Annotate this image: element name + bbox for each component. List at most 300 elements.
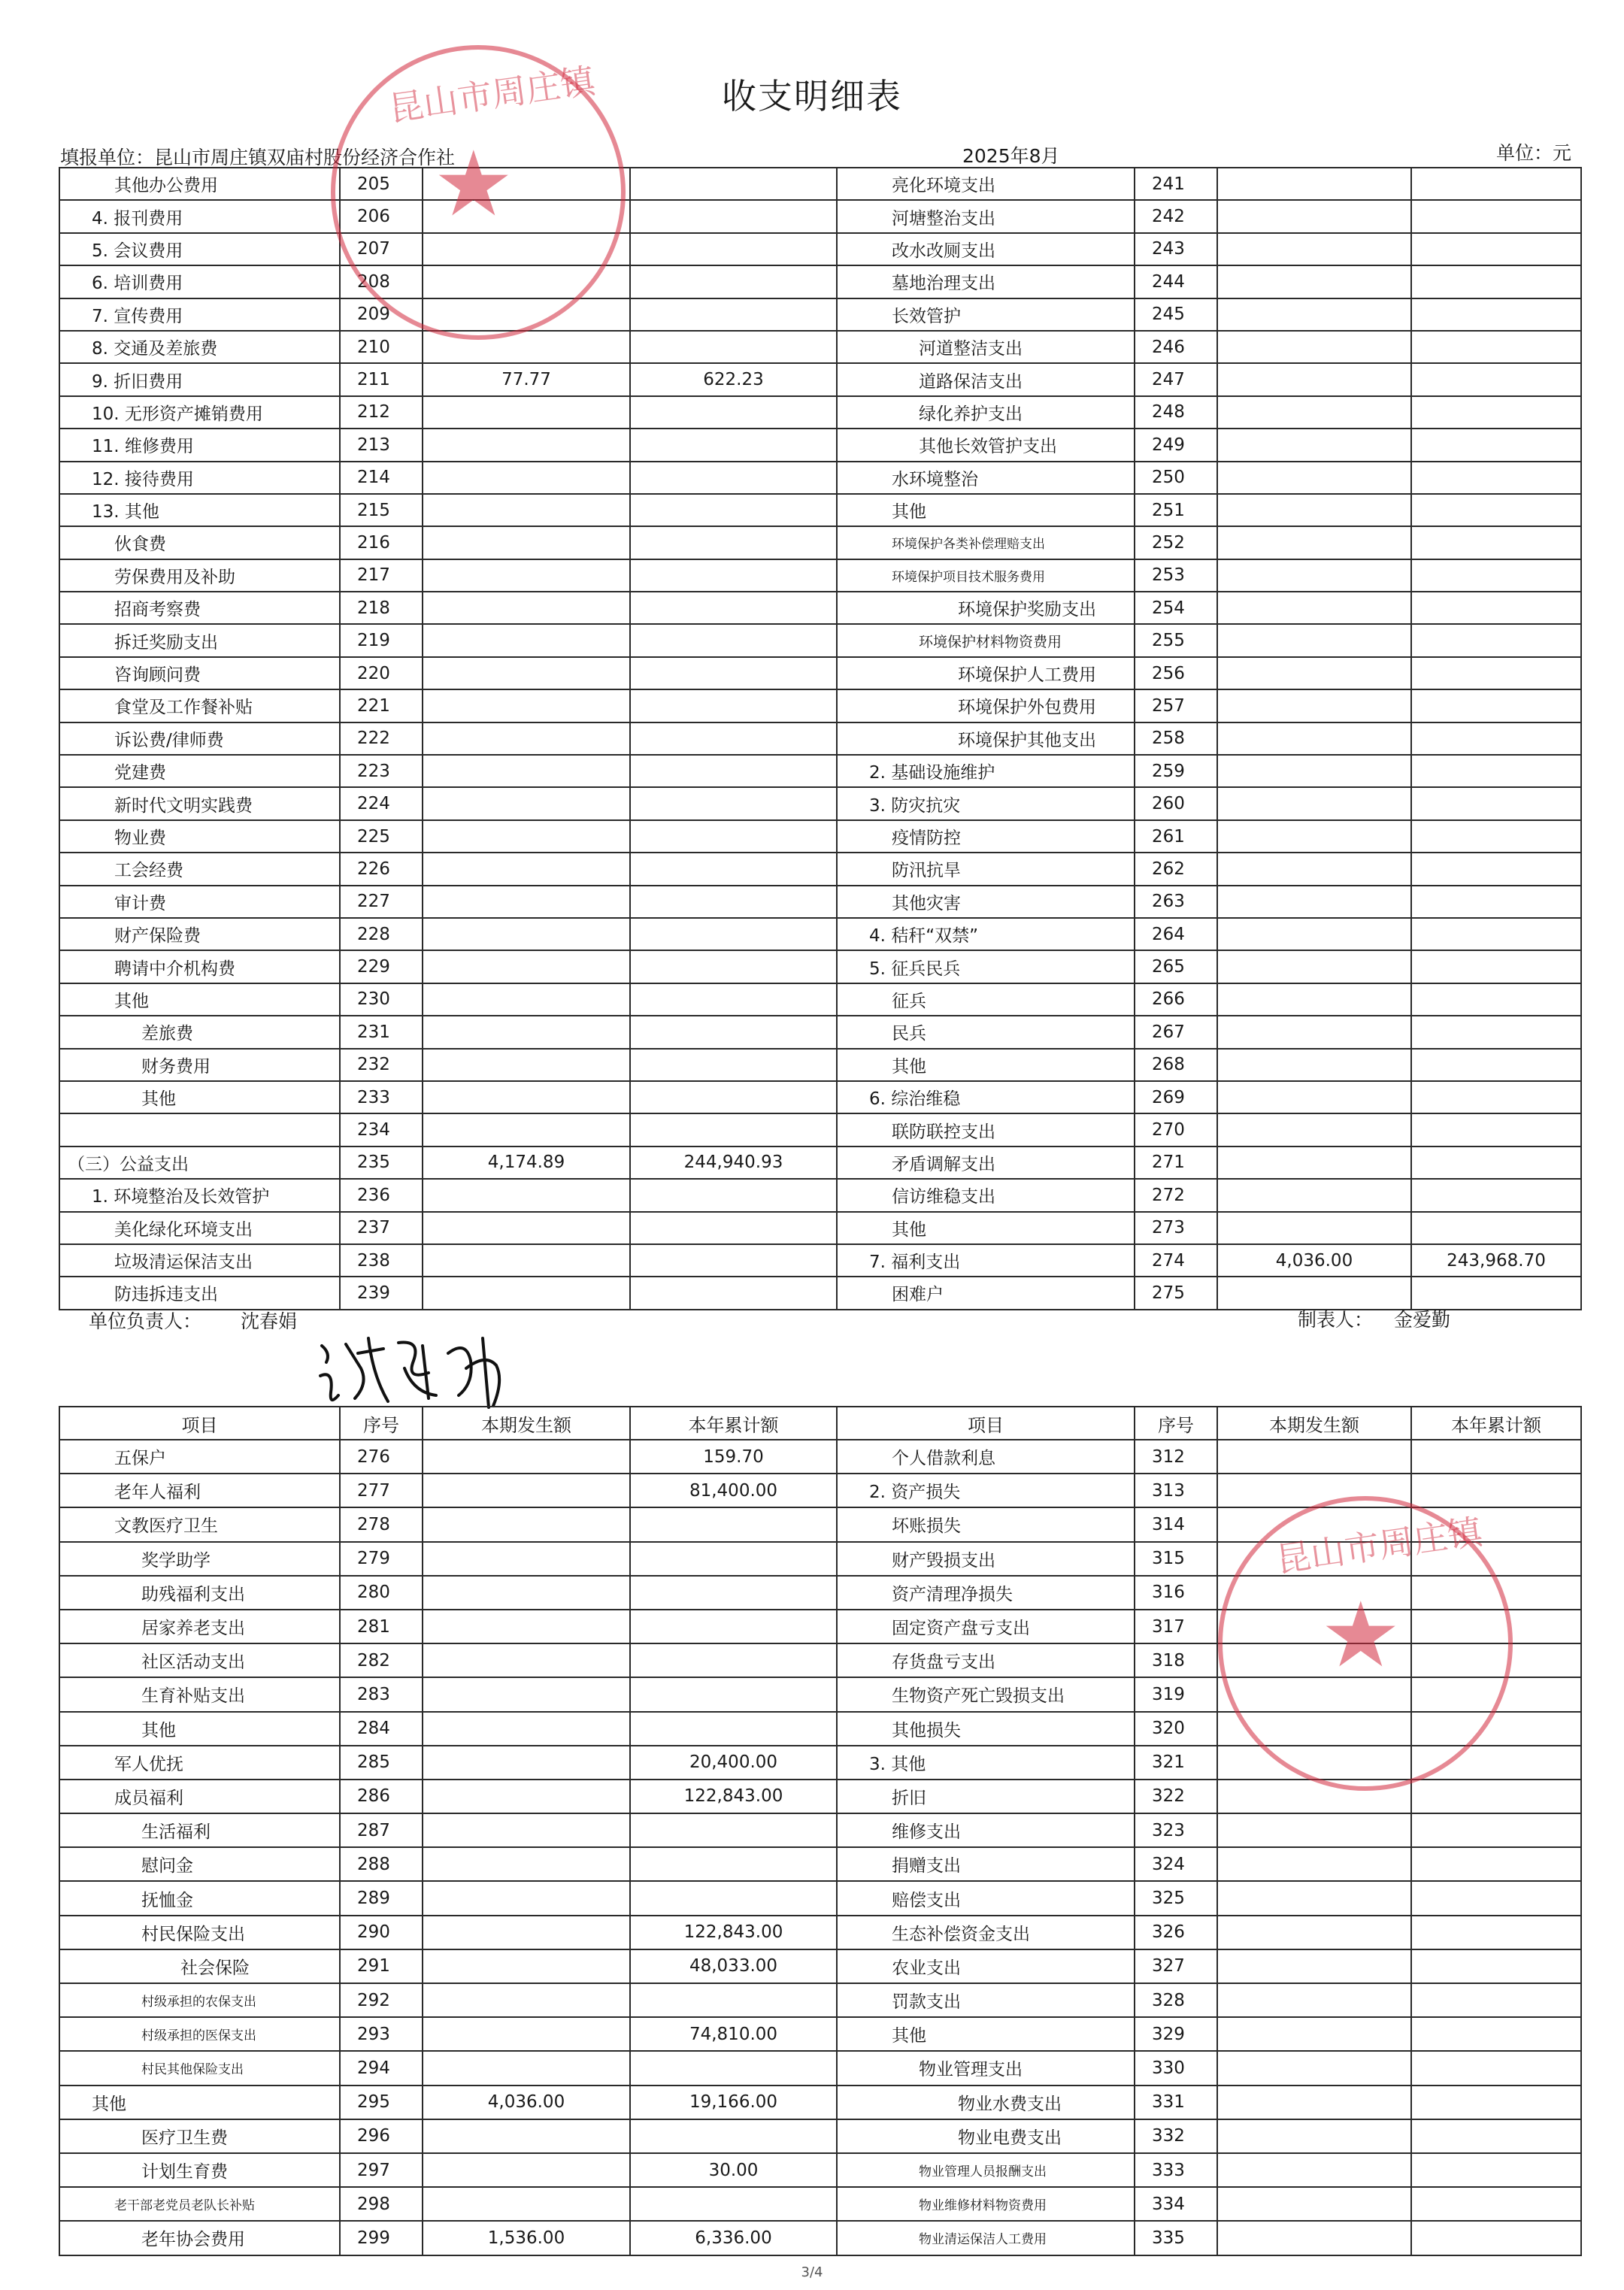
- item-number: 252: [1135, 526, 1217, 559]
- current-amount: [1217, 1113, 1411, 1146]
- item-name: 财务费用: [59, 1049, 340, 1081]
- item-number: 235: [340, 1147, 423, 1179]
- item-number: 282: [340, 1643, 423, 1677]
- item-number: 326: [1135, 1916, 1217, 1949]
- item-name: 河道整洁支出: [837, 331, 1135, 363]
- item-name: 计划生育费: [59, 2153, 340, 2187]
- current-amount: [423, 1507, 630, 1541]
- current-amount: [423, 886, 630, 918]
- item-name: 生活福利: [59, 1813, 340, 1847]
- item-number: 276: [340, 1440, 423, 1474]
- item-number: 225: [340, 820, 423, 853]
- item-name: 物业费: [59, 820, 340, 853]
- item-number: 212: [340, 396, 423, 429]
- ytd-amount: [630, 1643, 837, 1677]
- table-row: [59, 168, 1581, 200]
- item-number: 335: [1135, 2221, 1217, 2255]
- ytd-amount: [630, 298, 837, 331]
- ytd-amount: [1411, 1016, 1581, 1048]
- table-header-row: [59, 1407, 1581, 1440]
- table-row: [59, 233, 1581, 265]
- ytd-amount: [630, 592, 837, 624]
- item-name: 赔偿支出: [837, 1881, 1135, 1915]
- current-amount: [1217, 526, 1411, 559]
- ytd-amount: [630, 1542, 837, 1576]
- current-amount: [423, 462, 630, 494]
- item-name: 个人借款利息: [837, 1440, 1135, 1474]
- item-name: 3. 防灾抗灾: [837, 787, 1135, 819]
- current-amount: [1217, 363, 1411, 395]
- ytd-amount: [1411, 559, 1581, 592]
- ytd-amount: [1411, 592, 1581, 624]
- official-seal-bottom: [1218, 1496, 1513, 1791]
- item-name: 物业管理人员报酬支出: [837, 2153, 1135, 2187]
- item-number: 325: [1135, 1881, 1217, 1915]
- item-name: 五保户: [59, 1440, 340, 1474]
- item-number: 258: [1135, 722, 1217, 755]
- item-name: 审计费: [59, 886, 340, 918]
- ytd-amount: 159.70: [630, 1440, 837, 1474]
- item-number: 268: [1135, 1049, 1217, 1081]
- item-name: 7. 福利支出: [837, 1244, 1135, 1277]
- report-period: 2025年8月: [962, 145, 1060, 167]
- official-seal-top: [331, 45, 626, 340]
- ytd-amount: [1411, 1949, 1581, 1983]
- current-amount: [423, 2187, 630, 2221]
- item-number: 297: [340, 2153, 423, 2187]
- item-name: 2. 基础设施维护: [837, 755, 1135, 787]
- ytd-amount: [630, 1212, 837, 1244]
- item-number: 237: [340, 1212, 423, 1244]
- col-header-ytd: 本年累计额: [630, 1407, 837, 1440]
- ytd-amount: [1411, 886, 1581, 918]
- ytd-amount: [630, 462, 837, 494]
- current-amount: [1217, 396, 1411, 429]
- item-number: 263: [1135, 886, 1217, 918]
- item-number: 234: [340, 1113, 423, 1146]
- item-number: 318: [1135, 1643, 1217, 1677]
- item-name: 其他: [837, 494, 1135, 526]
- current-amount: [1217, 1212, 1411, 1244]
- item-number: 245: [1135, 298, 1217, 331]
- table-row: [59, 1244, 1581, 1277]
- current-amount: [1217, 1016, 1411, 1048]
- item-name: 社区活动支出: [59, 1643, 340, 1677]
- item-name: 联防联控支出: [837, 1113, 1135, 1146]
- current-amount: [423, 1949, 630, 1983]
- current-amount: [1217, 494, 1411, 526]
- current-amount: [1217, 2051, 1411, 2085]
- item-number: 215: [340, 494, 423, 526]
- item-name: 慰问金: [59, 1847, 340, 1881]
- item-number: 275: [1135, 1277, 1217, 1309]
- table-row: [59, 787, 1581, 819]
- ytd-amount: [1411, 363, 1581, 395]
- current-amount: 4,036.00: [1217, 1244, 1411, 1277]
- item-number: 208: [340, 265, 423, 298]
- current-amount: [423, 2051, 630, 2085]
- ytd-amount: [1411, 200, 1581, 232]
- item-name: 其他损失: [837, 1712, 1135, 1746]
- ytd-amount: [1411, 2187, 1581, 2221]
- table-row: [59, 200, 1581, 232]
- table-row: [59, 2017, 1581, 2051]
- table-row: [59, 1881, 1581, 1915]
- ytd-amount: [1411, 1212, 1581, 1244]
- current-amount: [423, 624, 630, 656]
- ytd-amount: [630, 1507, 837, 1541]
- current-amount: [423, 1081, 630, 1113]
- item-name: 捐赠支出: [837, 1847, 1135, 1881]
- item-number: 210: [340, 331, 423, 363]
- item-name: 9. 折旧费用: [59, 363, 340, 395]
- item-name: 改水改厕支出: [837, 233, 1135, 265]
- item-number: 262: [1135, 853, 1217, 885]
- ytd-amount: [630, 983, 837, 1016]
- item-number: 266: [1135, 983, 1217, 1016]
- ytd-amount: [1411, 1847, 1581, 1881]
- ytd-amount: [630, 1881, 837, 1915]
- current-amount: [423, 853, 630, 885]
- item-name: 5. 征兵民兵: [837, 950, 1135, 983]
- item-name: 其他: [837, 1049, 1135, 1081]
- table-row: [59, 1916, 1581, 1949]
- ytd-amount: [630, 1016, 837, 1048]
- page-title: 收支明细表: [722, 76, 902, 117]
- item-number: 298: [340, 2187, 423, 2221]
- item-name: 生物资产死亡毁损支出: [837, 1677, 1135, 1711]
- current-amount: [1217, 950, 1411, 983]
- current-amount: [1217, 689, 1411, 722]
- ytd-amount: 622.23: [630, 363, 837, 395]
- ytd-amount: [630, 722, 837, 755]
- item-number: 290: [340, 1916, 423, 1949]
- current-amount: [423, 1610, 630, 1643]
- current-amount: [1217, 265, 1411, 298]
- ytd-amount: [1411, 1983, 1581, 2017]
- ytd-amount: [630, 526, 837, 559]
- item-number: 267: [1135, 1016, 1217, 1048]
- current-amount: [423, 526, 630, 559]
- table-row: [59, 1081, 1581, 1113]
- item-name: 4. 秸秆“双禁”: [837, 918, 1135, 950]
- current-amount: [1217, 592, 1411, 624]
- item-name: 物业维修材料物资费用: [837, 2187, 1135, 2221]
- ytd-amount: [630, 787, 837, 819]
- current-amount: [423, 2017, 630, 2051]
- item-name: 助残福利支出: [59, 1576, 340, 1610]
- item-name: 亮化环境支出: [837, 168, 1135, 200]
- current-amount: [423, 1179, 630, 1211]
- current-amount: [423, 1847, 630, 1881]
- item-number: 286: [340, 1780, 423, 1813]
- table-row: [59, 886, 1581, 918]
- item-number: 206: [340, 200, 423, 232]
- table-row: [59, 2221, 1581, 2255]
- item-name: 美化绿化环境支出: [59, 1212, 340, 1244]
- col-header-current: 本期发生额: [423, 1407, 630, 1440]
- current-amount: [423, 1576, 630, 1610]
- item-number: 214: [340, 462, 423, 494]
- item-number: 280: [340, 1576, 423, 1610]
- item-number: 330: [1135, 2051, 1217, 2085]
- current-amount: [1217, 624, 1411, 656]
- table-row: [59, 755, 1581, 787]
- item-number: 283: [340, 1677, 423, 1711]
- ytd-amount: [1411, 1440, 1581, 1474]
- ytd-amount: [630, 331, 837, 363]
- ytd-amount: [630, 886, 837, 918]
- item-name: 长效管护: [837, 298, 1135, 331]
- table-row: [59, 559, 1581, 592]
- table-row: [59, 1212, 1581, 1244]
- ytd-amount: [1411, 722, 1581, 755]
- table-row: [59, 429, 1581, 461]
- current-amount: [1217, 1440, 1411, 1474]
- item-name: [59, 1113, 340, 1146]
- current-amount: [1217, 331, 1411, 363]
- current-amount: [1217, 1179, 1411, 1211]
- ytd-amount: [630, 559, 837, 592]
- item-number: 324: [1135, 1847, 1217, 1881]
- item-number: 321: [1135, 1746, 1217, 1780]
- current-amount: [1217, 2086, 1411, 2119]
- current-amount: [423, 722, 630, 755]
- item-number: 222: [340, 722, 423, 755]
- current-amount: [423, 689, 630, 722]
- item-name: 民兵: [837, 1016, 1135, 1048]
- table-row: [59, 462, 1581, 494]
- current-amount: 1,536.00: [423, 2221, 630, 2255]
- current-amount: [423, 1677, 630, 1711]
- item-number: 242: [1135, 200, 1217, 232]
- ytd-amount: [630, 1244, 837, 1277]
- ytd-amount: [630, 233, 837, 265]
- item-name: 农业支出: [837, 1949, 1135, 1983]
- item-number: 270: [1135, 1113, 1217, 1146]
- current-amount: [1217, 1881, 1411, 1915]
- table-row: [59, 265, 1581, 298]
- item-number: 323: [1135, 1813, 1217, 1847]
- item-number: 255: [1135, 624, 1217, 656]
- currency-unit: 单位：元: [1496, 142, 1572, 164]
- item-number: 319: [1135, 1677, 1217, 1711]
- item-name: 村民其他保险支出: [59, 2051, 340, 2085]
- current-amount: [1217, 886, 1411, 918]
- ytd-amount: [630, 1576, 837, 1610]
- item-number: 248: [1135, 396, 1217, 429]
- item-name: 5. 会议费用: [59, 233, 340, 265]
- current-amount: [1217, 298, 1411, 331]
- item-number: 211: [340, 363, 423, 395]
- table-row: [59, 2086, 1581, 2119]
- item-name: 存货盘亏支出: [837, 1643, 1135, 1677]
- item-name: 居家养老支出: [59, 1610, 340, 1643]
- item-number: 218: [340, 592, 423, 624]
- current-amount: [423, 1244, 630, 1277]
- item-name: 财产毁损支出: [837, 1542, 1135, 1576]
- item-number: 220: [340, 657, 423, 689]
- item-number: 277: [340, 1474, 423, 1507]
- item-number: 246: [1135, 331, 1217, 363]
- ytd-amount: [630, 200, 837, 232]
- table-row: [59, 820, 1581, 853]
- col-header-ytd: 本年累计额: [1411, 1407, 1581, 1440]
- current-amount: [1217, 1983, 1411, 2017]
- ytd-amount: 122,843.00: [630, 1780, 837, 1813]
- current-amount: [1217, 2153, 1411, 2187]
- table-row: [59, 689, 1581, 722]
- item-number: 230: [340, 983, 423, 1016]
- item-number: 243: [1135, 233, 1217, 265]
- item-number: 213: [340, 429, 423, 461]
- table-row: [59, 918, 1581, 950]
- ytd-amount: [1411, 1813, 1581, 1847]
- ytd-amount: [1411, 2221, 1581, 2255]
- item-name: 奖学助学: [59, 1542, 340, 1576]
- ytd-amount: [1411, 2086, 1581, 2119]
- item-name: 村民保险支出: [59, 1916, 340, 1949]
- item-name: 征兵: [837, 983, 1135, 1016]
- item-name: 其他: [59, 1712, 340, 1746]
- item-name: 环境保护项目技术服务费用: [837, 559, 1135, 592]
- item-name: 抚恤金: [59, 1881, 340, 1915]
- item-number: 254: [1135, 592, 1217, 624]
- table-row: [59, 1049, 1581, 1081]
- item-number: 278: [340, 1507, 423, 1541]
- current-amount: [1217, 657, 1411, 689]
- col-header-item: 项目: [59, 1407, 340, 1440]
- ytd-amount: 243,968.70: [1411, 1244, 1581, 1277]
- item-name: 环境保护外包费用: [837, 689, 1135, 722]
- item-name: 河塘整治支出: [837, 200, 1135, 232]
- item-number: 316: [1135, 1576, 1217, 1610]
- item-name: 1. 环境整治及长效管护: [59, 1179, 340, 1211]
- current-amount: [423, 592, 630, 624]
- seal-text-arc: 昆山市周庄镇: [1274, 1511, 1485, 1580]
- ytd-amount: [1411, 1049, 1581, 1081]
- item-number: 317: [1135, 1610, 1217, 1643]
- ytd-amount: [1411, 1179, 1581, 1211]
- item-number: 288: [340, 1847, 423, 1881]
- current-amount: [423, 1983, 630, 2017]
- item-number: 247: [1135, 363, 1217, 395]
- current-amount: [423, 950, 630, 983]
- current-amount: [423, 396, 630, 429]
- item-name: 其他灾害: [837, 886, 1135, 918]
- item-number: 216: [340, 526, 423, 559]
- table-row: [59, 298, 1581, 331]
- item-number: 332: [1135, 2119, 1217, 2153]
- current-amount: [423, 1881, 630, 1915]
- item-name: 村级承担的农保支出: [59, 1983, 340, 2017]
- ytd-amount: [1411, 1474, 1581, 1507]
- item-number: 292: [340, 1983, 423, 2017]
- item-number: 224: [340, 787, 423, 819]
- unit-head-label: 单位负责人：: [89, 1310, 202, 1332]
- current-amount: 4,174.89: [423, 1147, 630, 1179]
- table-row: [59, 363, 1581, 395]
- ytd-amount: 20,400.00: [630, 1746, 837, 1780]
- item-number: 274: [1135, 1244, 1217, 1277]
- item-name: 伙食费: [59, 526, 340, 559]
- item-number: 312: [1135, 1440, 1217, 1474]
- item-number: 261: [1135, 820, 1217, 853]
- current-amount: [1217, 462, 1411, 494]
- maker-label: 制表人：: [1298, 1309, 1374, 1331]
- table-row: [59, 1847, 1581, 1881]
- item-number: 244: [1135, 265, 1217, 298]
- ytd-amount: [630, 1983, 837, 2017]
- current-amount: [1217, 1081, 1411, 1113]
- ytd-amount: [1411, 657, 1581, 689]
- ytd-amount: [630, 1277, 837, 1309]
- table-row: [59, 331, 1581, 363]
- table-row: [59, 853, 1581, 885]
- ytd-amount: [630, 755, 837, 787]
- ytd-amount: [1411, 787, 1581, 819]
- ytd-amount: [630, 950, 837, 983]
- item-name: 招商考察费: [59, 592, 340, 624]
- item-name: 物业电费支出: [837, 2119, 1135, 2153]
- current-amount: [423, 559, 630, 592]
- item-number: 241: [1135, 168, 1217, 200]
- ytd-amount: 6,336.00: [630, 2221, 837, 2255]
- current-amount: [423, 1440, 630, 1474]
- ytd-amount: [1411, 624, 1581, 656]
- item-number: 287: [340, 1813, 423, 1847]
- item-number: 313: [1135, 1474, 1217, 1507]
- current-amount: [1217, 983, 1411, 1016]
- ytd-amount: [1411, 1780, 1581, 1813]
- ytd-amount: [1411, 1113, 1581, 1146]
- item-name: 资产清理净损失: [837, 1576, 1135, 1610]
- current-amount: [1217, 755, 1411, 787]
- current-amount: [423, 657, 630, 689]
- table-row: [59, 624, 1581, 656]
- item-name: 老干部老党员老队长补贴: [59, 2187, 340, 2221]
- item-name: 医疗卫生费: [59, 2119, 340, 2153]
- ytd-amount: [630, 853, 837, 885]
- item-name: 工会经费: [59, 853, 340, 885]
- current-amount: [1217, 429, 1411, 461]
- item-number: 209: [340, 298, 423, 331]
- item-number: 329: [1135, 2017, 1217, 2051]
- ytd-amount: 19,166.00: [630, 2086, 837, 2119]
- ytd-amount: 30.00: [630, 2153, 837, 2187]
- ytd-amount: [1411, 168, 1581, 200]
- item-name: 其他: [59, 983, 340, 1016]
- item-name: 其他长效管护支出: [837, 429, 1135, 461]
- item-name: 折旧: [837, 1780, 1135, 1813]
- item-name: （三）公益支出: [59, 1147, 340, 1179]
- item-name: 其他办公费用: [59, 168, 340, 200]
- item-name: 固定资产盘亏支出: [837, 1610, 1135, 1643]
- ytd-amount: [1411, 1147, 1581, 1179]
- item-number: 315: [1135, 1542, 1217, 1576]
- ytd-amount: 244,940.93: [630, 1147, 837, 1179]
- table-row: [59, 2119, 1581, 2153]
- item-number: 257: [1135, 689, 1217, 722]
- table-row: [59, 983, 1581, 1016]
- item-name: 拆迁奖励支出: [59, 624, 340, 656]
- item-number: 333: [1135, 2153, 1217, 2187]
- item-name: 矛盾调解支出: [837, 1147, 1135, 1179]
- item-number: 265: [1135, 950, 1217, 983]
- item-name: 13. 其他: [59, 494, 340, 526]
- current-amount: [1217, 2119, 1411, 2153]
- detail-table-1: [59, 167, 1582, 1310]
